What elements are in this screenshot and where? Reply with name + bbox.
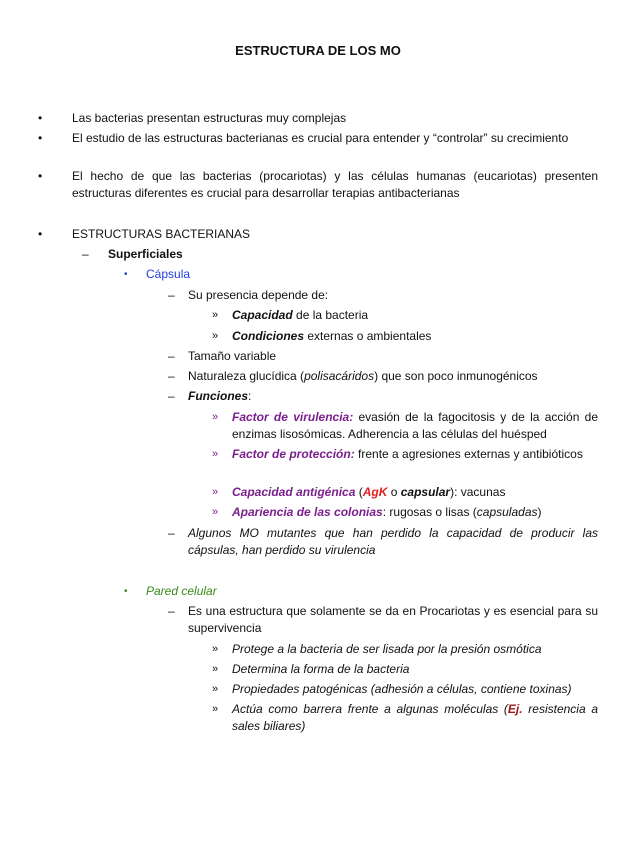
dash-icon: – <box>168 369 175 383</box>
dash-icon: – <box>168 288 175 302</box>
capsuladas-term: capsuladas <box>476 505 538 519</box>
capsula-heading: Cápsula <box>146 267 191 281</box>
apariencia-text: : rugosas o lisas ( <box>382 505 477 519</box>
raquo-icon: » <box>212 411 219 423</box>
capsula-mutantes: Algunos MO mutantes que han perdido la capacidad de producir las cápsulas, han perdido su virulencia <box>188 526 598 557</box>
funciones-term: Funciones <box>188 389 249 403</box>
bullet-icon: • <box>38 169 43 183</box>
page-title: ESTRUCTURA DE LOS MO <box>235 43 401 58</box>
section-heading: ESTRUCTURAS BACTERIANAS <box>72 227 251 241</box>
apariencia-close: ) <box>537 505 542 519</box>
pared-item-3: Propiedades patogénicas (adhesión a células, contiene toxinas) <box>232 682 572 696</box>
proteccion-term: Factor de protección: <box>232 447 355 461</box>
apariencia-term: Apariencia de las colonias <box>232 505 383 519</box>
dash-icon: – <box>82 247 89 261</box>
antigenica-rest: ): vacunas <box>450 485 506 499</box>
barrera-pre: Actúa como barrera frente a algunas moléculas ( <box>232 702 508 716</box>
capacidad-antigenica <box>232 484 505 501</box>
raquo-icon: » <box>212 663 219 675</box>
bullet-icon: • <box>124 586 128 597</box>
intro-item-3: El hecho de que las bacterias (procariotas) y las células humanas (eucariotas) presenten estructuras diferentes es crucial para desarrollar terapias antibacterianas <box>72 169 598 200</box>
raquo-icon: » <box>212 486 219 498</box>
raquo-icon: » <box>212 683 219 695</box>
antigenica-o: o <box>387 485 401 499</box>
naturaleza-post: ) que son poco inmunogénicos <box>374 369 538 383</box>
dash-icon: – <box>168 349 175 363</box>
capsula-presencia: Su presencia depende de: <box>188 288 329 302</box>
dash-icon: – <box>168 604 175 618</box>
capsula-tamano: Tamaño variable <box>188 349 277 363</box>
bullet-icon: • <box>38 227 43 241</box>
condiciones-term: Condiciones <box>232 329 305 343</box>
dash-icon: – <box>168 526 175 540</box>
pared-descripcion: Es una estructura que solamente se da en Procariotas y es esencial para su supervivencia <box>188 604 598 635</box>
capsula-funciones <box>188 388 251 405</box>
raquo-icon: » <box>212 309 219 321</box>
intro-item-2: El estudio de las estructuras bacterianas es crucial para entender y “controlar” su crecimiento <box>72 131 569 145</box>
antigenica-term: Capacidad antigénica <box>232 485 356 499</box>
naturaleza-em: polisacáridos <box>304 369 375 383</box>
raquo-icon: » <box>212 703 219 715</box>
barrera-post: resistencia a sales biliares) <box>232 702 598 733</box>
raquo-icon: » <box>212 506 219 518</box>
superficiales-heading: Superficiales <box>108 247 183 261</box>
capsula-condiciones <box>232 328 431 345</box>
ej-term: Ej. <box>507 702 523 716</box>
raquo-icon: » <box>212 330 219 342</box>
pared-item-1: Protege a la bacteria de ser lisada por la presión osmótica <box>232 642 542 656</box>
naturaleza-pre: Naturaleza glucídica ( <box>188 369 305 383</box>
virulencia-term: Factor de virulencia: <box>232 410 354 424</box>
capsula-capacidad <box>232 307 368 324</box>
capacidad-text: de la bacteria <box>292 308 369 322</box>
capsular-term: capsular <box>400 485 451 499</box>
capsula-naturaleza <box>188 368 538 385</box>
antigenica-open: ( <box>355 485 363 499</box>
intro-item-1: Las bacterias presentan estructuras muy complejas <box>72 111 347 125</box>
factor-virulencia <box>232 409 598 443</box>
dash-icon: – <box>168 389 175 403</box>
bullet-icon: • <box>124 269 128 280</box>
pared-item-2: Determina la forma de la bacteria <box>232 662 410 676</box>
condiciones-text: externas o ambientales <box>304 329 432 343</box>
bullet-icon: • <box>38 111 43 125</box>
raquo-icon: » <box>212 448 219 460</box>
pared-heading: Pared celular <box>146 584 217 598</box>
proteccion-text: frente a agresiones externas y antibióticos <box>354 447 583 461</box>
apariencia-colonias <box>232 504 542 521</box>
agk-term: AgK <box>362 485 388 499</box>
bullet-icon: • <box>38 131 43 145</box>
capacidad-term: Capacidad <box>232 308 293 322</box>
raquo-icon: » <box>212 643 219 655</box>
funciones-colon: : <box>248 389 252 403</box>
factor-proteccion <box>232 446 598 463</box>
virulencia-text: evasión de la fagocitosis y de la acción de enzimas lisosómicas. Adherencia a las células del huésped <box>232 410 598 441</box>
pared-barrera <box>232 701 598 735</box>
